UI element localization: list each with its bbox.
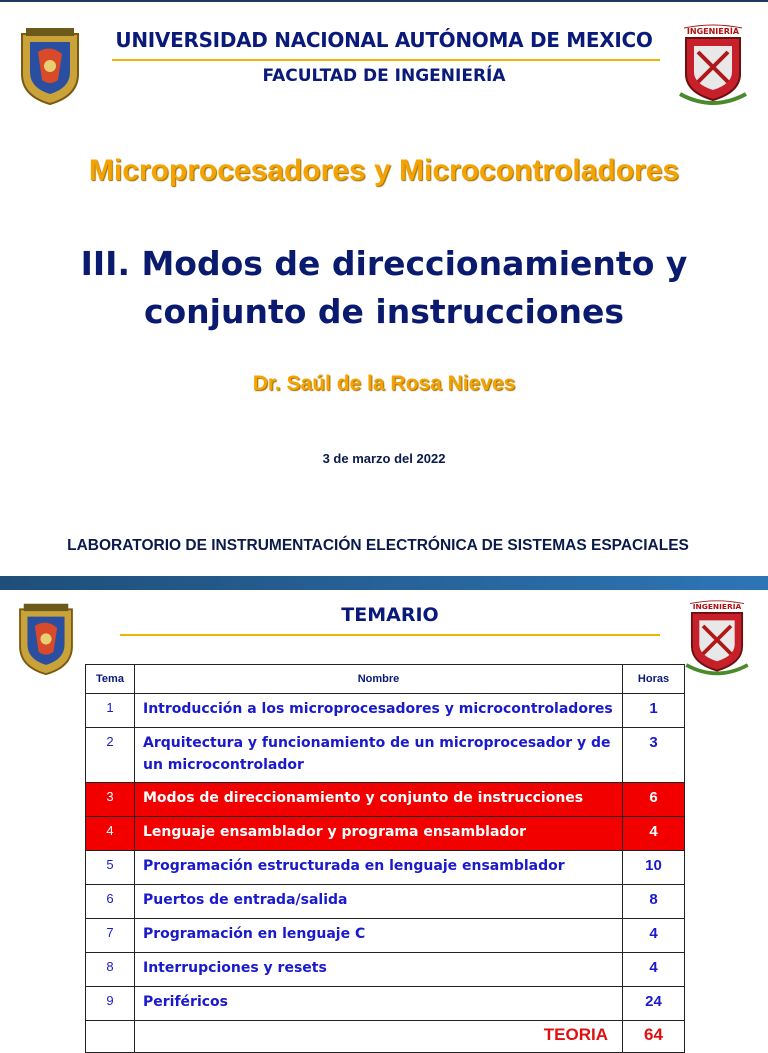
tema-name: Periféricos — [135, 987, 623, 1021]
total-label: TEORIA — [135, 1021, 623, 1053]
tema-number: 3 — [86, 783, 135, 817]
syllabus-table — [85, 664, 685, 1053]
gold-divider — [112, 59, 660, 61]
course-title: Microprocesadores y Microcontroladores — [88, 154, 680, 187]
tema-number: 8 — [86, 953, 135, 987]
total-empty-cell — [86, 1021, 135, 1053]
unam-crest-icon — [18, 24, 82, 106]
header-tema: Tema — [86, 665, 135, 694]
table-row — [86, 694, 685, 728]
topic-line-2: conjunto de instrucciones — [143, 292, 625, 331]
tema-name: Interrupciones y resets — [135, 953, 623, 987]
crest-text: INGENIERÍA — [692, 602, 742, 612]
tema-name: Introducción a los microprocesadores y microcontroladores — [135, 694, 623, 728]
syllabus-title: TEMARIO — [341, 604, 439, 626]
tema-hours: 4 — [623, 953, 685, 987]
presentation-date: 3 de marzo del 2022 — [322, 451, 446, 466]
table-row — [86, 885, 685, 919]
university-name: UNIVERSIDAD NACIONAL AUTÓNOMA DE MEXICO — [115, 28, 653, 52]
header-horas: Horas — [623, 665, 685, 694]
topic-title — [40, 240, 728, 336]
tema-hours: 3 — [623, 728, 685, 783]
unam-crest-icon — [14, 600, 78, 676]
total-row — [86, 1021, 685, 1053]
table-row — [86, 728, 685, 783]
lab-name: LABORATORIO DE INSTRUMENTACIÓN ELECTRÓNICA DE SISTEMAS ESPACIALES — [67, 537, 689, 554]
faculty-name: FACULTAD DE INGENIERÍA — [262, 66, 506, 86]
tema-name: Puertos de entrada/salida — [135, 885, 623, 919]
tema-hours: 8 — [623, 885, 685, 919]
tema-number: 4 — [86, 817, 135, 851]
slide-edge-marker — [0, 576, 3, 590]
tema-name: Programación en lenguaje C — [135, 919, 623, 953]
slide-header-bar — [0, 576, 768, 590]
tema-hours: 4 — [623, 919, 685, 953]
crest-text: INGENIERÍA — [686, 27, 740, 36]
table-row-highlighted — [86, 817, 685, 851]
table-row — [86, 953, 685, 987]
table-header-row — [86, 665, 685, 694]
tema-hours: 10 — [623, 851, 685, 885]
tema-name: Programación estructurada en lenguaje ensamblador — [135, 851, 623, 885]
total-hours: 64 — [623, 1021, 685, 1053]
ingenieria-crest-icon — [682, 598, 752, 678]
tema-name: Arquitectura y funcionamiento de un microprocesador y de un microcontrolador — [135, 728, 623, 783]
tema-number: 1 — [86, 694, 135, 728]
tema-hours: 4 — [623, 817, 685, 851]
table-row-highlighted — [86, 783, 685, 817]
syllabus-slide — [0, 576, 768, 1044]
table-row — [86, 851, 685, 885]
tema-hours: 24 — [623, 987, 685, 1021]
top-border — [0, 0, 768, 2]
tema-name: Modos de direccionamiento y conjunto de instrucciones — [135, 783, 623, 817]
tema-number: 6 — [86, 885, 135, 919]
tema-number: 5 — [86, 851, 135, 885]
table-row — [86, 919, 685, 953]
header-nombre: Nombre — [135, 665, 623, 694]
tema-hours: 6 — [623, 783, 685, 817]
tema-name: Lenguaje ensamblador y programa ensamblador — [135, 817, 623, 851]
tema-number: 9 — [86, 987, 135, 1021]
tema-hours: 1 — [623, 694, 685, 728]
author-name: Dr. Saúl de la Rosa Nieves — [252, 372, 516, 395]
topic-line-1: III. Modos de direccionamiento y — [80, 244, 688, 283]
tema-number: 7 — [86, 919, 135, 953]
tema-number: 2 — [86, 728, 135, 783]
table-row — [86, 987, 685, 1021]
gold-divider — [120, 634, 660, 636]
ingenieria-crest-icon — [676, 22, 750, 108]
